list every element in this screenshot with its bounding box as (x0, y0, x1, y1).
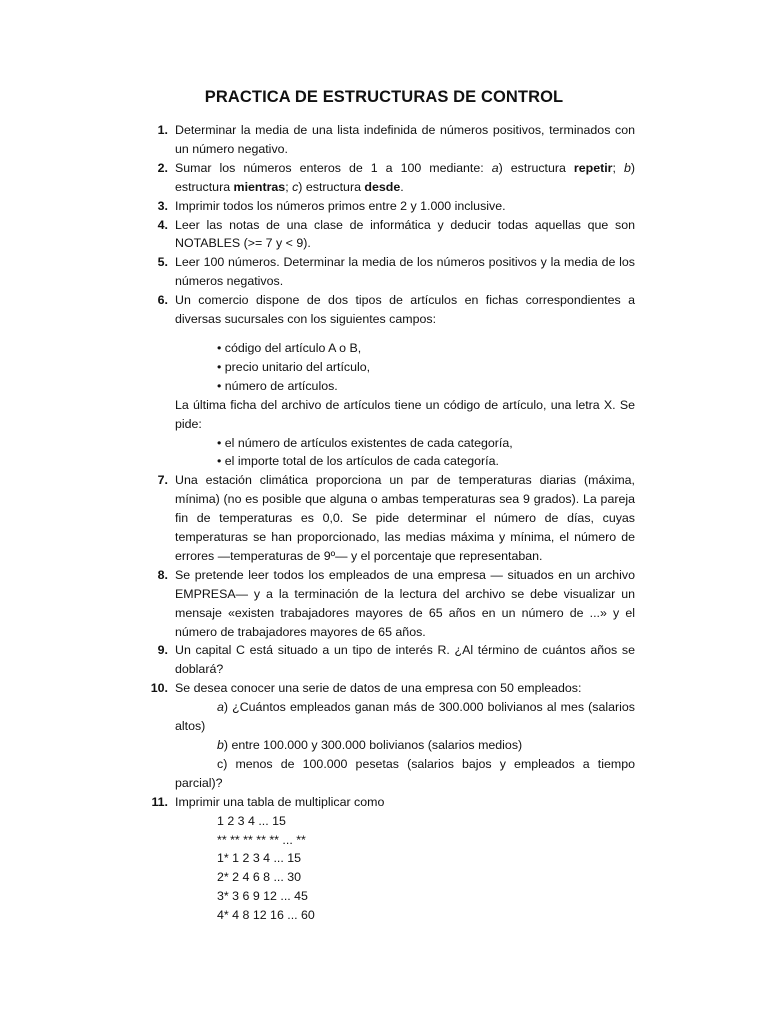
list-item (140, 159, 635, 197)
list-item (140, 216, 635, 254)
item-text: Un comercio dispone de dos tipos de artículos en fichas correspondientes a diversas sucursales con los siguientes campos: (175, 293, 635, 327)
item-text-part: ; (285, 179, 293, 194)
table-row: ** ** ** ** ** ... ** (217, 832, 306, 847)
table-row: 3* 3 6 9 12 ... 45 (217, 889, 308, 904)
page-title: PRACTICA DE ESTRUCTURAS DE CONTROL (204, 88, 564, 106)
item-number: 2. (157, 160, 168, 175)
exercise-list (140, 121, 635, 925)
item-text-part: ) estructura (498, 160, 574, 175)
list-item (140, 253, 635, 291)
bullet-item: • el importe total de los artículos de cada categoría. (217, 454, 499, 469)
list-item (140, 641, 635, 679)
item-text: Se desea conocer una serie de datos de una empresa con 50 empleados: (175, 681, 582, 696)
item-text: Se pretende leer todos los empleados de una empresa — situados en un archivo EMPRESA— y a la terminación de la lectura del archivo se debe visualizar un mensaje «existen trabajadores mayores de 65 años en un número de ...» y el número de trabajadores mayores de 65 años. (175, 567, 635, 639)
sub-question-a (175, 698, 635, 736)
table-row: 1* 1 2 3 4 ... 15 (217, 851, 302, 866)
item-text-part: . (400, 179, 404, 194)
item-text: Un capital C está situado a un tipo de interés R. ¿Al término de cuántos años se doblará? (175, 643, 635, 677)
item-number: 8. (157, 567, 168, 582)
spacer (175, 329, 635, 339)
item-text: Imprimir una tabla de multiplicar como (175, 794, 385, 809)
sub-letter: b (217, 738, 224, 752)
item-number: 7. (157, 473, 168, 488)
bullet-item: • precio unitario del artículo, (217, 359, 371, 374)
field-list (175, 339, 635, 396)
list-item (140, 471, 635, 566)
output-list (175, 434, 635, 472)
list-item (140, 121, 635, 159)
item-text-italic: b (623, 160, 631, 175)
item-number: 1. (157, 123, 168, 137)
list-item (140, 566, 635, 642)
item-text: Leer 100 números. Determinar la media de los números positivos y la media de los números negativos. (175, 255, 635, 289)
item-paragraph: La última ficha del archivo de artículos tiene un código de artículo, una letra X. Se pide: (175, 397, 635, 431)
item-text: Imprimir todos los números primos entre 2 y 1.000 inclusive. (175, 198, 506, 213)
bullet-item: • código del artículo A o B, (217, 340, 362, 355)
sub-letter: a (217, 700, 224, 715)
multiplication-table (175, 812, 635, 925)
item-number: 9. (157, 643, 168, 658)
bullet-item: • número de artículos. (217, 378, 338, 393)
item-number: 6. (157, 293, 168, 308)
item-number: 3. (157, 198, 168, 213)
sub-question-b (175, 736, 635, 755)
item-text-bold: mientras (233, 179, 286, 194)
item-text-part: ; (612, 160, 624, 175)
item-text: Determinar la media de una lista indefinida de números positivos, terminados con un número negativo. (175, 123, 635, 156)
item-text: Una estación climática proporciona un par de temperaturas diarias (máxima, mínima) (no es posible que alguna o ambas temperaturas sea 9 grados). La pareja fin de temperaturas es 0,0. Se pide determinar el número de días, cuyas temperaturas se han proporcionado, las medias máxima y mínima, el número de errores —temperaturas de 9º— y el porcentaje que representaban. (175, 473, 635, 563)
item-text: Leer las notas de una clase de informática y deducir todas aquellas que son NOTABLES (>= 7 y < 9). (175, 217, 635, 251)
item-number: 11. (151, 794, 168, 809)
list-item (140, 291, 635, 471)
sub-text: ) ¿Cuántos empleados ganan más de 300.000 bolivianos al mes (salarios altos) (175, 700, 635, 734)
item-text-part: ) estructura (175, 160, 635, 194)
item-text-italic: c (292, 179, 299, 194)
list-item (140, 793, 635, 925)
bullet-item: • el número de artículos existentes de cada categoría, (217, 435, 513, 450)
item-number: 4. (157, 217, 168, 232)
list-item (140, 679, 635, 792)
sub-text: ) entre 100.000 y 300.000 bolivianos (salarios medios) (223, 738, 523, 752)
item-text-bold: repetir (573, 160, 613, 175)
sub-question-c: c) menos de 100.000 pesetas (salarios bajos y empleados a tiempo parcial)? (175, 756, 635, 790)
table-row: 1 2 3 4 ... 15 (217, 813, 286, 828)
item-number: 5. (157, 255, 168, 270)
item-text-italic: a (491, 160, 499, 175)
item-text-part: ) estructura (298, 179, 365, 194)
item-text-part: Sumar los números enteros de 1 a 100 mediante: (175, 160, 492, 175)
item-text-bold: desde (364, 179, 401, 194)
list-item (140, 197, 635, 216)
item-number: 10. (150, 681, 168, 696)
table-row: 2* 2 4 6 8 ... 30 (217, 870, 302, 885)
table-row: 4* 4 8 12 16 ... 60 (217, 908, 315, 923)
